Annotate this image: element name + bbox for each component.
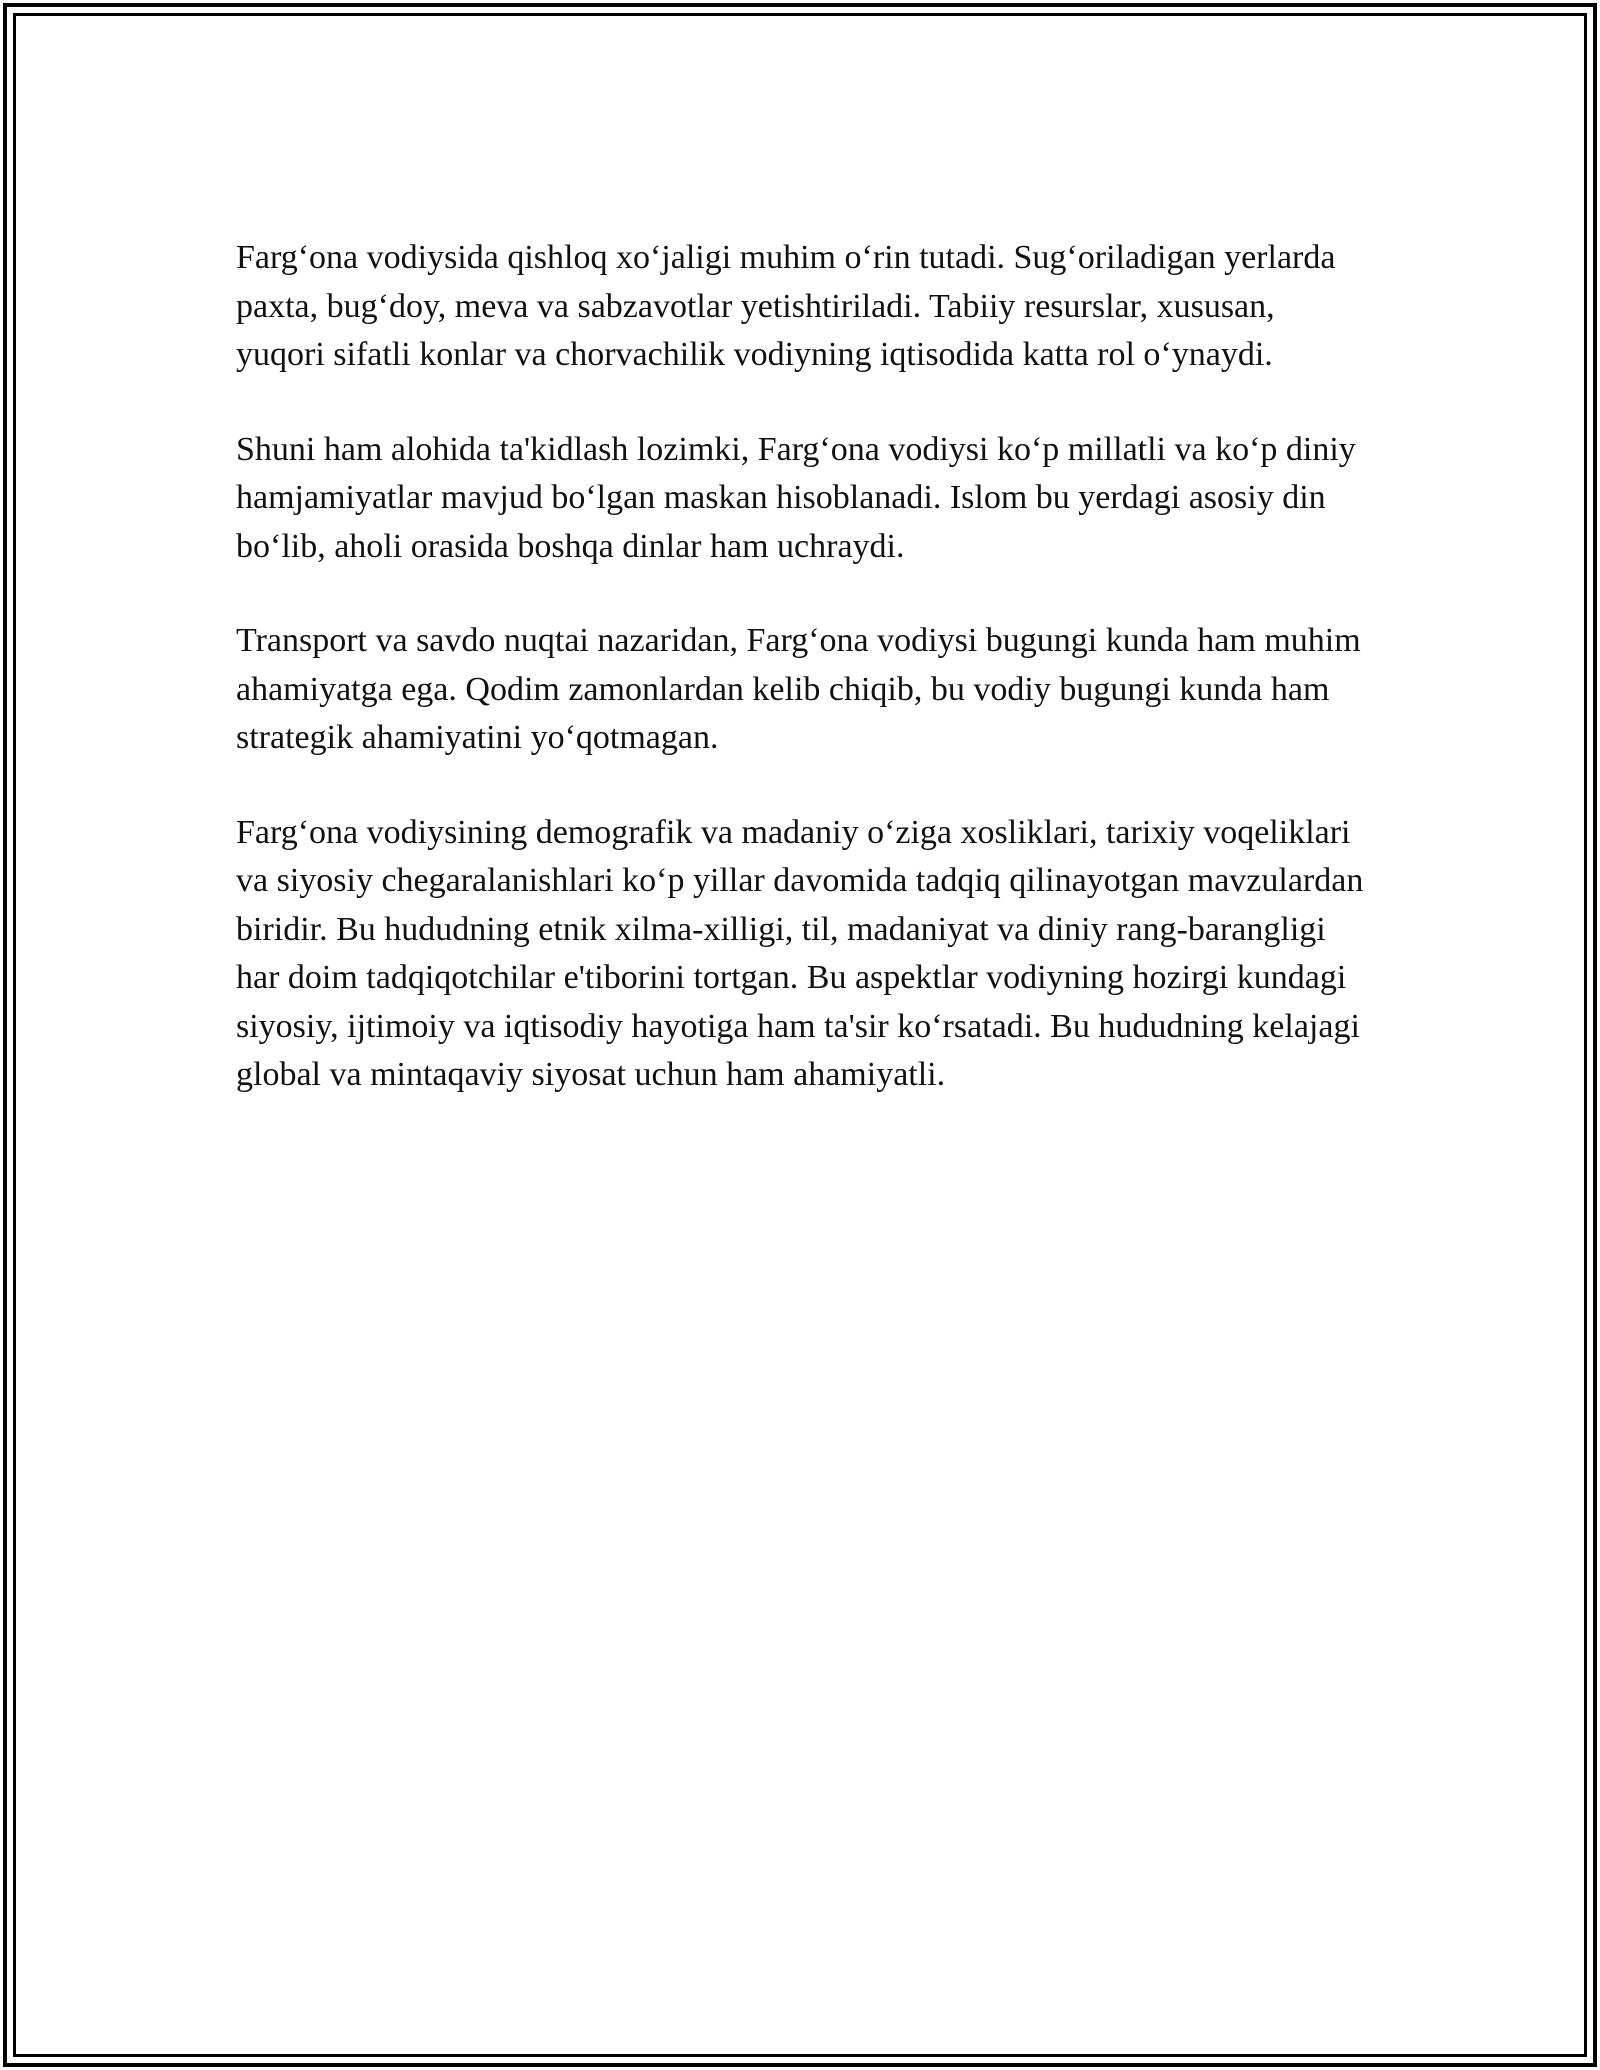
paragraph-1: Farg‘ona vodiysida qishloq xo‘jaligi muhim o‘rin tutadi. Sug‘oriladigan yerlarda paxta, bug‘doy, meva va sabzavotlar yetishtiriladi. Tabiiy resurslar, xususan, yuqori sifatli konlar va chorvachilik vodiyning iqtisodida katta rol o‘ynaydi. <box>236 239 1336 373</box>
document-body <box>236 234 1366 1146</box>
paragraph-3: Transport va savdo nuqtai nazaridan, Farg‘ona vodiysi bugungi kunda ham muhim ahamiyatga ega. Qodim zamonlardan kelib chiqib, bu vodiy bugungi kunda ham strategik ahamiyatini yo‘qotmagan. <box>236 622 1361 756</box>
paragraph-2: Shuni ham alohida ta'kidlash lozimki, Farg‘ona vodiysi ko‘p millatli va ko‘p diniy hamjamiyatlar mavjud bo‘lgan maskan hisoblanadi. Islom bu yerdagi asosiy din bo‘lib, aholi orasida boshqa dinlar ham uchraydi. <box>236 430 1356 565</box>
paragraph-4: Farg‘ona vodiysining demografik va madaniy o‘ziga xosliklari, tarixiy voqeliklari va siyosiy chegaralanishlari ko‘p yillar davomida tadqiq qilinayotgan mavzulardan biridir. Bu hududning etnik xilma-xilligi, til, madaniyat va diniy rang-barangligi har doim tadqiqotchilar e'tiborini tortgan. Bu aspektlar vodiyning hozirgi kundagi siyosiy, ijtimoiy va iqtisodiy hayotiga ham ta'sir ko‘rsatadi. Bu hududning kelajagi global va mintaqaviy siyosat uchun ham ahamiyatli. <box>236 813 1364 1093</box>
